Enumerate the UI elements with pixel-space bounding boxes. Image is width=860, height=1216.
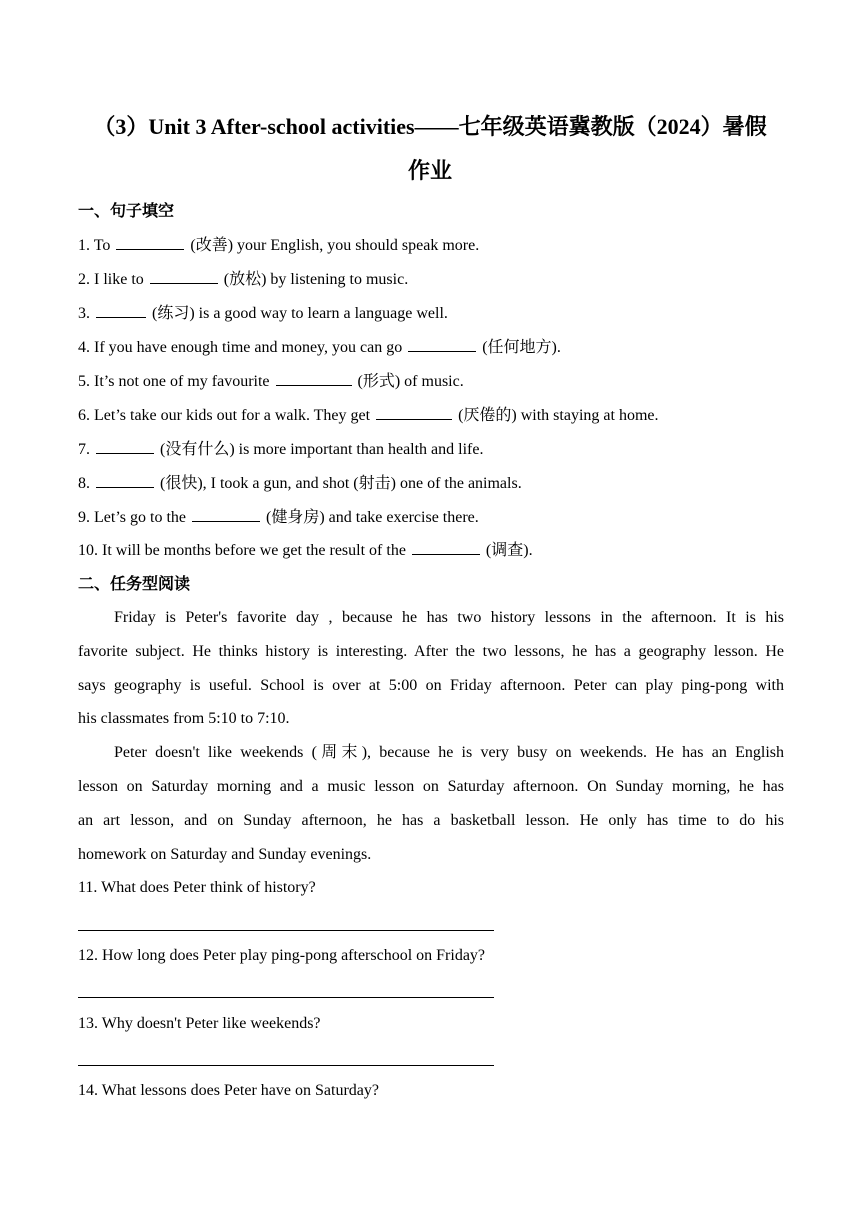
- page-title: （3）Unit 3 After-school activities——七年级英语冀教版（2024）暑假: [93, 114, 767, 139]
- question-4: [78, 336, 561, 359]
- reading-question-12: 12. How long does Peter play ping-pong afterschool on Friday?: [78, 947, 486, 964]
- question-text: 1. To: [78, 237, 111, 254]
- question-2: [78, 268, 408, 291]
- reading-question-13: 13. Why doesn't Peter like weekends?: [78, 1015, 321, 1032]
- section-heading-task-reading: 二、任务型阅读: [78, 574, 191, 593]
- question-text: (厌倦的) with staying at home.: [458, 407, 659, 424]
- answer-blank[interactable]: [276, 370, 352, 386]
- question-10: [78, 539, 533, 562]
- answer-line-13[interactable]: [78, 1065, 494, 1066]
- question-text: (调查).: [485, 542, 533, 559]
- question-7: [78, 438, 483, 461]
- question-text: (练习) is a good way to learn a language well.: [152, 305, 448, 322]
- section-heading-sentence-fill: 一、句子填空: [78, 201, 175, 220]
- paragraph-line: homework on Saturday and Sunday evenings.: [78, 846, 372, 863]
- paragraph-line: his classmates from 5:10 to 7:10.: [78, 710, 290, 727]
- question-text: 10. It will be months before we get the result of the: [78, 542, 406, 559]
- question-text: 4. If you have enough time and money, you can go: [78, 339, 403, 356]
- question-text: 9. Let’s go to the: [78, 509, 186, 526]
- question-text: 7.: [78, 441, 90, 458]
- answer-line-12[interactable]: [78, 997, 494, 998]
- answer-line-11[interactable]: [78, 930, 494, 931]
- question-text: 2. I like to: [78, 271, 144, 288]
- paragraph-line: Peter doesn't like weekends (周末), because he is very busy on weekends. He has an English: [114, 744, 784, 761]
- question-5: [78, 370, 464, 393]
- paragraph-line: an art lesson, and on Sunday afternoon, he has a basketball lesson. He only has time to do his: [78, 812, 784, 829]
- paragraph-line: lesson on Saturday morning and a music lesson on Saturday afternoon. On Sunday morning, he has: [78, 778, 784, 795]
- question-3: [78, 302, 448, 325]
- question-text: (形式) of music.: [357, 373, 464, 390]
- question-9: [78, 506, 479, 529]
- page-title-continued: 作业: [407, 158, 452, 183]
- answer-blank[interactable]: [96, 438, 154, 454]
- question-text: (没有什么) is more important than health and life.: [160, 441, 484, 458]
- question-text: 3.: [78, 305, 90, 322]
- paragraph-line: says geography is useful. School is over at 5:00 on Friday afternoon. Peter can play ping-pong with: [78, 677, 784, 694]
- answer-blank[interactable]: [96, 472, 154, 488]
- question-text: (健身房) and take exercise there.: [265, 509, 479, 526]
- question-1: [78, 234, 479, 257]
- paragraph-line: favorite subject. He thinks history is interesting. After the two lessons, he has a geography lesson. He: [78, 643, 784, 660]
- answer-blank[interactable]: [408, 336, 476, 352]
- answer-blank[interactable]: [150, 268, 218, 284]
- question-text: 5. It’s not one of my favourite: [78, 373, 270, 390]
- answer-blank[interactable]: [192, 506, 260, 522]
- answer-blank[interactable]: [376, 404, 452, 420]
- question-text: (改善) your English, you should speak more.: [190, 237, 480, 254]
- answer-blank[interactable]: [116, 234, 184, 250]
- question-text: (很快), I took a gun, and shot (射击) one of the animals.: [160, 475, 522, 492]
- reading-question-11: 11. What does Peter think of history?: [78, 879, 316, 896]
- question-8: [78, 472, 522, 495]
- answer-blank[interactable]: [96, 302, 146, 318]
- question-text: (放松) by listening to music.: [223, 271, 409, 288]
- reading-question-14: 14. What lessons does Peter have on Saturday?: [78, 1082, 379, 1099]
- question-text: 8.: [78, 475, 90, 492]
- paragraph-line: Friday is Peter's favorite day , because he has two history lessons in the afternoon. It is his: [114, 609, 784, 626]
- question-text: 6. Let’s take our kids out for a walk. They get: [78, 407, 371, 424]
- question-6: [78, 404, 659, 427]
- question-text: (任何地方).: [482, 339, 561, 356]
- answer-blank[interactable]: [412, 539, 480, 555]
